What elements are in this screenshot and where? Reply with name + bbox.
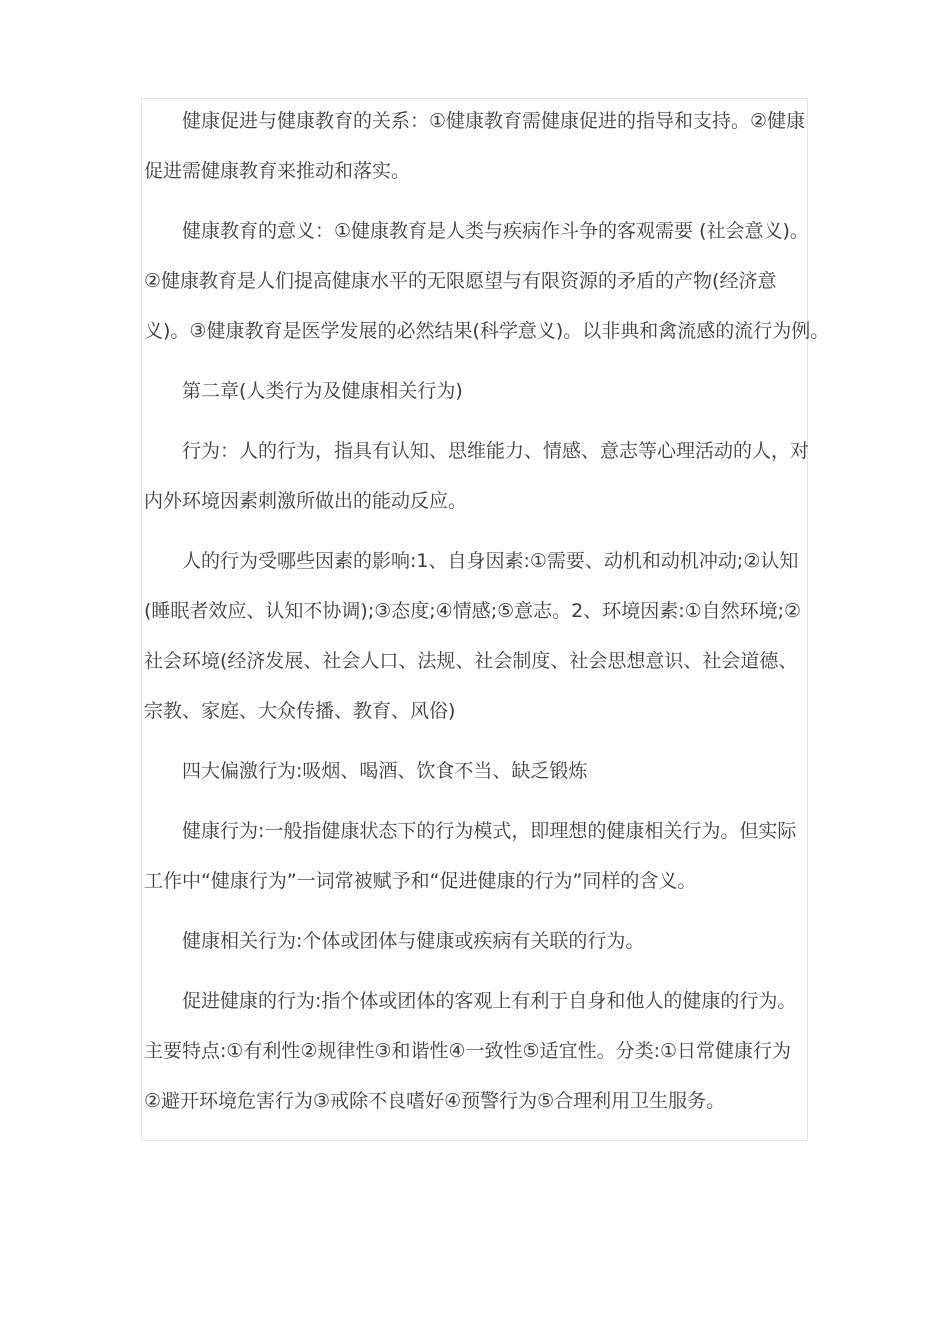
paragraph-behavior-factors	[144, 536, 812, 736]
text-line: 社会环境(经济发展、社会人口、法规、社会制度、社会思想意识、社会道德、	[144, 650, 798, 672]
text-line: 行为：人的行为，指具有认知、思维能力、情感、意志等心理活动的人，对	[182, 440, 810, 462]
text-line: 宗教、家庭、大众传播、教育、风俗)	[144, 700, 456, 722]
text-line: 第二章(人类行为及健康相关行为)	[182, 380, 463, 402]
paragraph-relationship	[144, 96, 812, 196]
paragraph-significance	[144, 206, 830, 356]
text-line: 健康教育的意义：①健康教育是人类与疾病作斗争的客观需要 (社会意义)。	[182, 220, 809, 242]
text-line: ②健康教育是人们提高健康水平的无限愿望与有限资源的矛盾的产物(经济意	[144, 270, 777, 292]
text-line: 促进健康的行为:指个体或团体的客观上有利于自身和他人的健康的行为。	[182, 990, 797, 1012]
paragraph-health-promoting-behavior	[144, 976, 812, 1126]
paragraph-four-behaviors	[144, 746, 812, 796]
text-line: 义)。③健康教育是医学发展的必然结果(科学意义)。以非典和禽流感的流行为例。	[144, 320, 830, 342]
text-line: 四大偏激行为:吸烟、喝酒、饮食不当、缺乏锻炼	[182, 760, 588, 782]
chapter-heading	[144, 366, 812, 416]
paragraph-behavior-definition	[144, 426, 812, 526]
text-line: 内外环境因素刺激所做出的能动反应。	[144, 490, 468, 512]
document-body	[144, 96, 830, 1136]
text-line: 工作中“健康行为”一词常被赋予和“促进健康的行为”同样的含义。	[144, 870, 697, 892]
text-line: 健康行为:一般指健康状态下的行为模式，即理想的健康相关行为。但实际	[182, 820, 797, 842]
paragraph-healthy-behavior	[144, 806, 812, 906]
text-line: 主要特点:①有利性②规律性③和谐性④一致性⑤适宜性。分类:①日常健康行为	[144, 1040, 792, 1062]
text-line: 人的行为受哪些因素的影响:1、自身因素:①需要、动机和动机冲动;②认知	[182, 550, 799, 572]
text-line: (睡眠者效应、认知不协调);③态度;④情感;⑤意志。2、环境因素:①自然环境;②	[144, 600, 802, 622]
text-line: 促进需健康教育来推动和落实。	[144, 160, 411, 182]
text-line: 健康相关行为:个体或团体与健康或疾病有关联的行为。	[182, 930, 645, 952]
paragraph-health-related-behavior	[144, 916, 812, 966]
text-line: ②避开环境危害行为③戒除不良嗜好④预警行为⑤合理利用卫生服务。	[144, 1090, 726, 1112]
text-line: 健康促进与健康教育的关系：①健康教育需健康促进的指导和支持。②健康	[182, 110, 806, 132]
